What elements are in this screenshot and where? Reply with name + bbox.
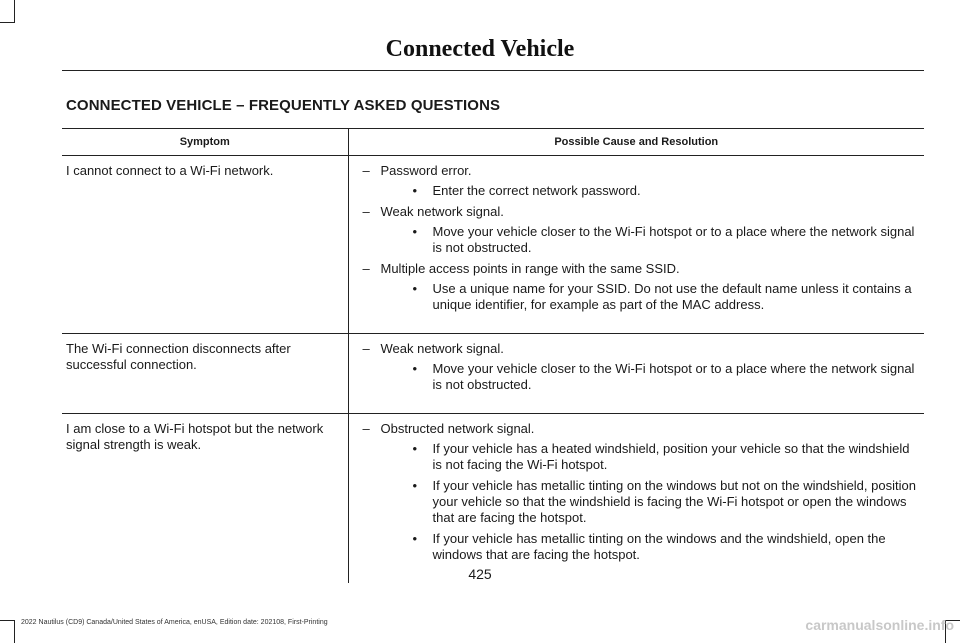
step-item: • Move your vehicle closer to the Wi-Fi hotspot or to a place where the network signal is not obstructed. [381,224,921,256]
cause-text: Obstructed network signal. [380,421,535,436]
crop-mark-bottom-left [0,620,15,643]
cause-list [353,163,921,313]
step-item: • If your vehicle has a heated windshield, position your vehicle so that the windshield is not facing the Wi-Fi hotspot. [381,441,921,473]
step-list [381,441,921,563]
step-item: • If your vehicle has metallic tinting on the windows and the windshield, open the windows that are facing the hotspot. [381,531,921,563]
step-list [381,361,921,393]
page-header-title: Connected Vehicle [385,36,575,62]
page-number: 425 [468,566,492,582]
table-header-row [62,129,924,156]
step-list [381,183,921,199]
header-divider [62,70,924,71]
table-row [62,334,924,414]
step-item: • Enter the correct network password. [381,183,921,199]
cause-text: Password error. [380,163,472,178]
cause-text: Weak network signal. [380,204,504,219]
cause-text: Weak network signal. [380,341,504,356]
cause-item [353,341,921,393]
column-header-cause-resolution: Possible Cause and Resolution [348,129,924,156]
cause-item [353,204,921,256]
faq-table [62,128,924,583]
table-row [62,156,924,334]
cause-list [353,421,921,563]
step-list [381,281,921,313]
step-item: • Use a unique name for your SSID. Do not use the default name unless it contains a unique identifier, for example as part of the MAC address. [381,281,921,313]
edition-footer: 2022 Nautilus (CD9) Canada/United States of America, enUSA, Edition date: 202108, First-Printing [21,619,328,626]
resolution-cell [348,156,924,334]
resolution-cell [348,414,924,584]
symptom-cell: I cannot connect to a Wi-Fi network. [62,156,348,334]
cause-list [353,341,921,393]
table-row [62,414,924,584]
symptom-cell: The Wi-Fi connection disconnects after successful connection. [62,334,348,414]
watermark: carmanualsonline.info [805,617,954,633]
cause-item [353,421,921,563]
step-item: • Move your vehicle closer to the Wi-Fi hotspot or to a place where the network signal is not obstructed. [381,361,921,393]
symptom-cell: I am close to a Wi-Fi hotspot but the network signal strength is weak. [66,421,324,452]
column-header-symptom: Symptom [62,129,348,156]
step-item: • If your vehicle has metallic tinting on the windows but not on the windshield, position your vehicle so that the windshield is facing the Wi-Fi hotspot or open the windows that are facing the hotspot. [381,478,921,526]
crop-mark-top-left [0,0,15,23]
step-list [381,224,921,256]
cause-text: Multiple access points in range with the same SSID. [380,261,680,276]
resolution-cell [348,334,924,414]
section-title: CONNECTED VEHICLE – FREQUENTLY ASKED QUESTIONS [66,97,501,114]
cause-item [353,261,921,313]
cause-item [353,163,921,199]
